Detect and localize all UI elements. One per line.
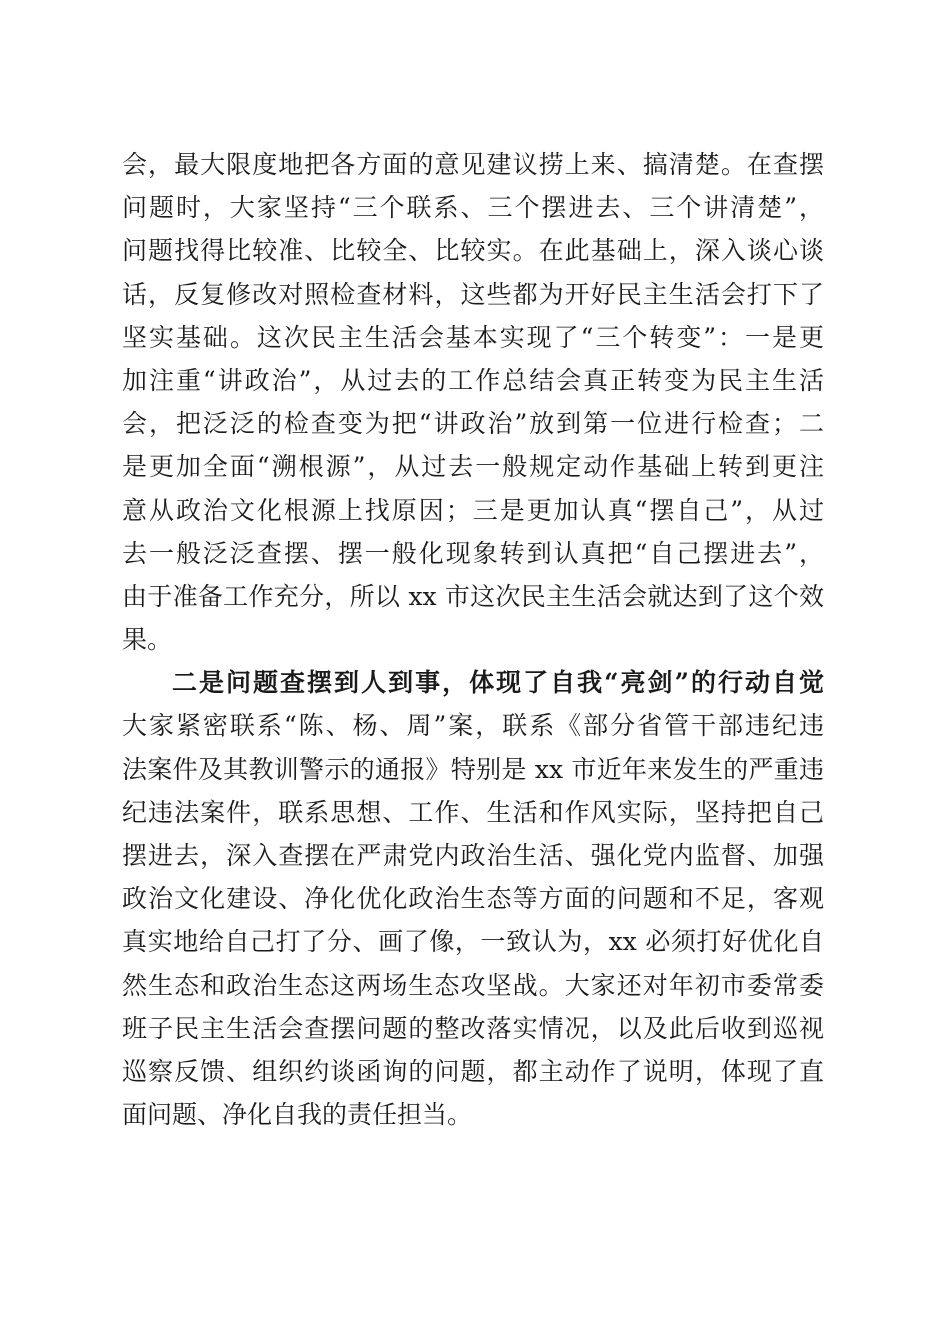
text-line: 巡察反馈、组织约谈函询的问题，都主动作了说明，体现了直 <box>122 1056 824 1086</box>
text-line: 问题时，大家坚持“三个联系、三个摆进去、三个讲清楚”， <box>122 193 824 223</box>
text-line: 由于准备工作充分，所以 xx 市这次民主生活会就达到了这个效 <box>122 581 824 611</box>
text-line: 大家紧密联系“陈、杨、周”案，联系《部分省管干部违纪违 <box>122 711 824 741</box>
text-line: 政治文化建设、净化优化政治生态等方面的问题和不足，客观 <box>122 884 824 914</box>
text-line: 面问题、净化自我的责任担当。 <box>122 1100 473 1130</box>
text-line: 纪违法案件，联系思想、工作、生活和作风实际，坚持把自己 <box>122 797 824 827</box>
text-line: 问题找得比较准、比较全、比较实。在此基础上，深入谈心谈 <box>122 236 824 266</box>
text-line: 去一般泛泛查摆、摆一般化现象转到认真把“自己摆进去”， <box>122 538 824 568</box>
paragraph-1 <box>122 143 824 661</box>
document-body <box>122 143 824 1136</box>
text-line: 真实地给自己打了分、画了像，一致认为，xx 必须打好优化自 <box>122 927 824 957</box>
paragraph-2 <box>122 661 824 1136</box>
text-line: 然生态和政治生态这两场生态攻坚战。大家还对年初市委常委 <box>122 970 824 1000</box>
text-line: 果。 <box>122 625 173 655</box>
text-line: 意从政治文化根源上找原因；三是更加认真“摆自己”，从过 <box>122 495 824 525</box>
section-heading: 二是问题查摆到人到事，体现了自我“亮剑”的行动自觉 <box>172 668 824 698</box>
text-line: 法案件及其教训警示的通报》特别是 xx 市近年来发生的严重违 <box>122 754 824 784</box>
text-line: 摆进去，深入查摆在严肃党内政治生活、强化党内监督、加强 <box>122 841 824 870</box>
text-line: 是更加全面“溯根源”，从过去一般规定动作基础上转到更注 <box>122 452 824 482</box>
text-line: 会，把泛泛的检查变为把“讲政治”放到第一位进行检查；二 <box>122 409 824 439</box>
text-line: 话，反复修改对照检查材料，这些都为开好民主生活会打下了 <box>122 279 824 309</box>
text-line: 会，最大限度地把各方面的意见建议捞上来、搞清楚。在查摆 <box>122 150 824 179</box>
text-line: 加注重“讲政治”，从过去的工作总结会真正转变为民主生活 <box>122 365 824 395</box>
text-line: 坚实基础。这次民主生活会基本实现了“三个转变”：一是更 <box>122 322 824 352</box>
text-line: 班子民主生活会查摆问题的整改落实情况，以及此后收到巡视 <box>122 1013 824 1043</box>
